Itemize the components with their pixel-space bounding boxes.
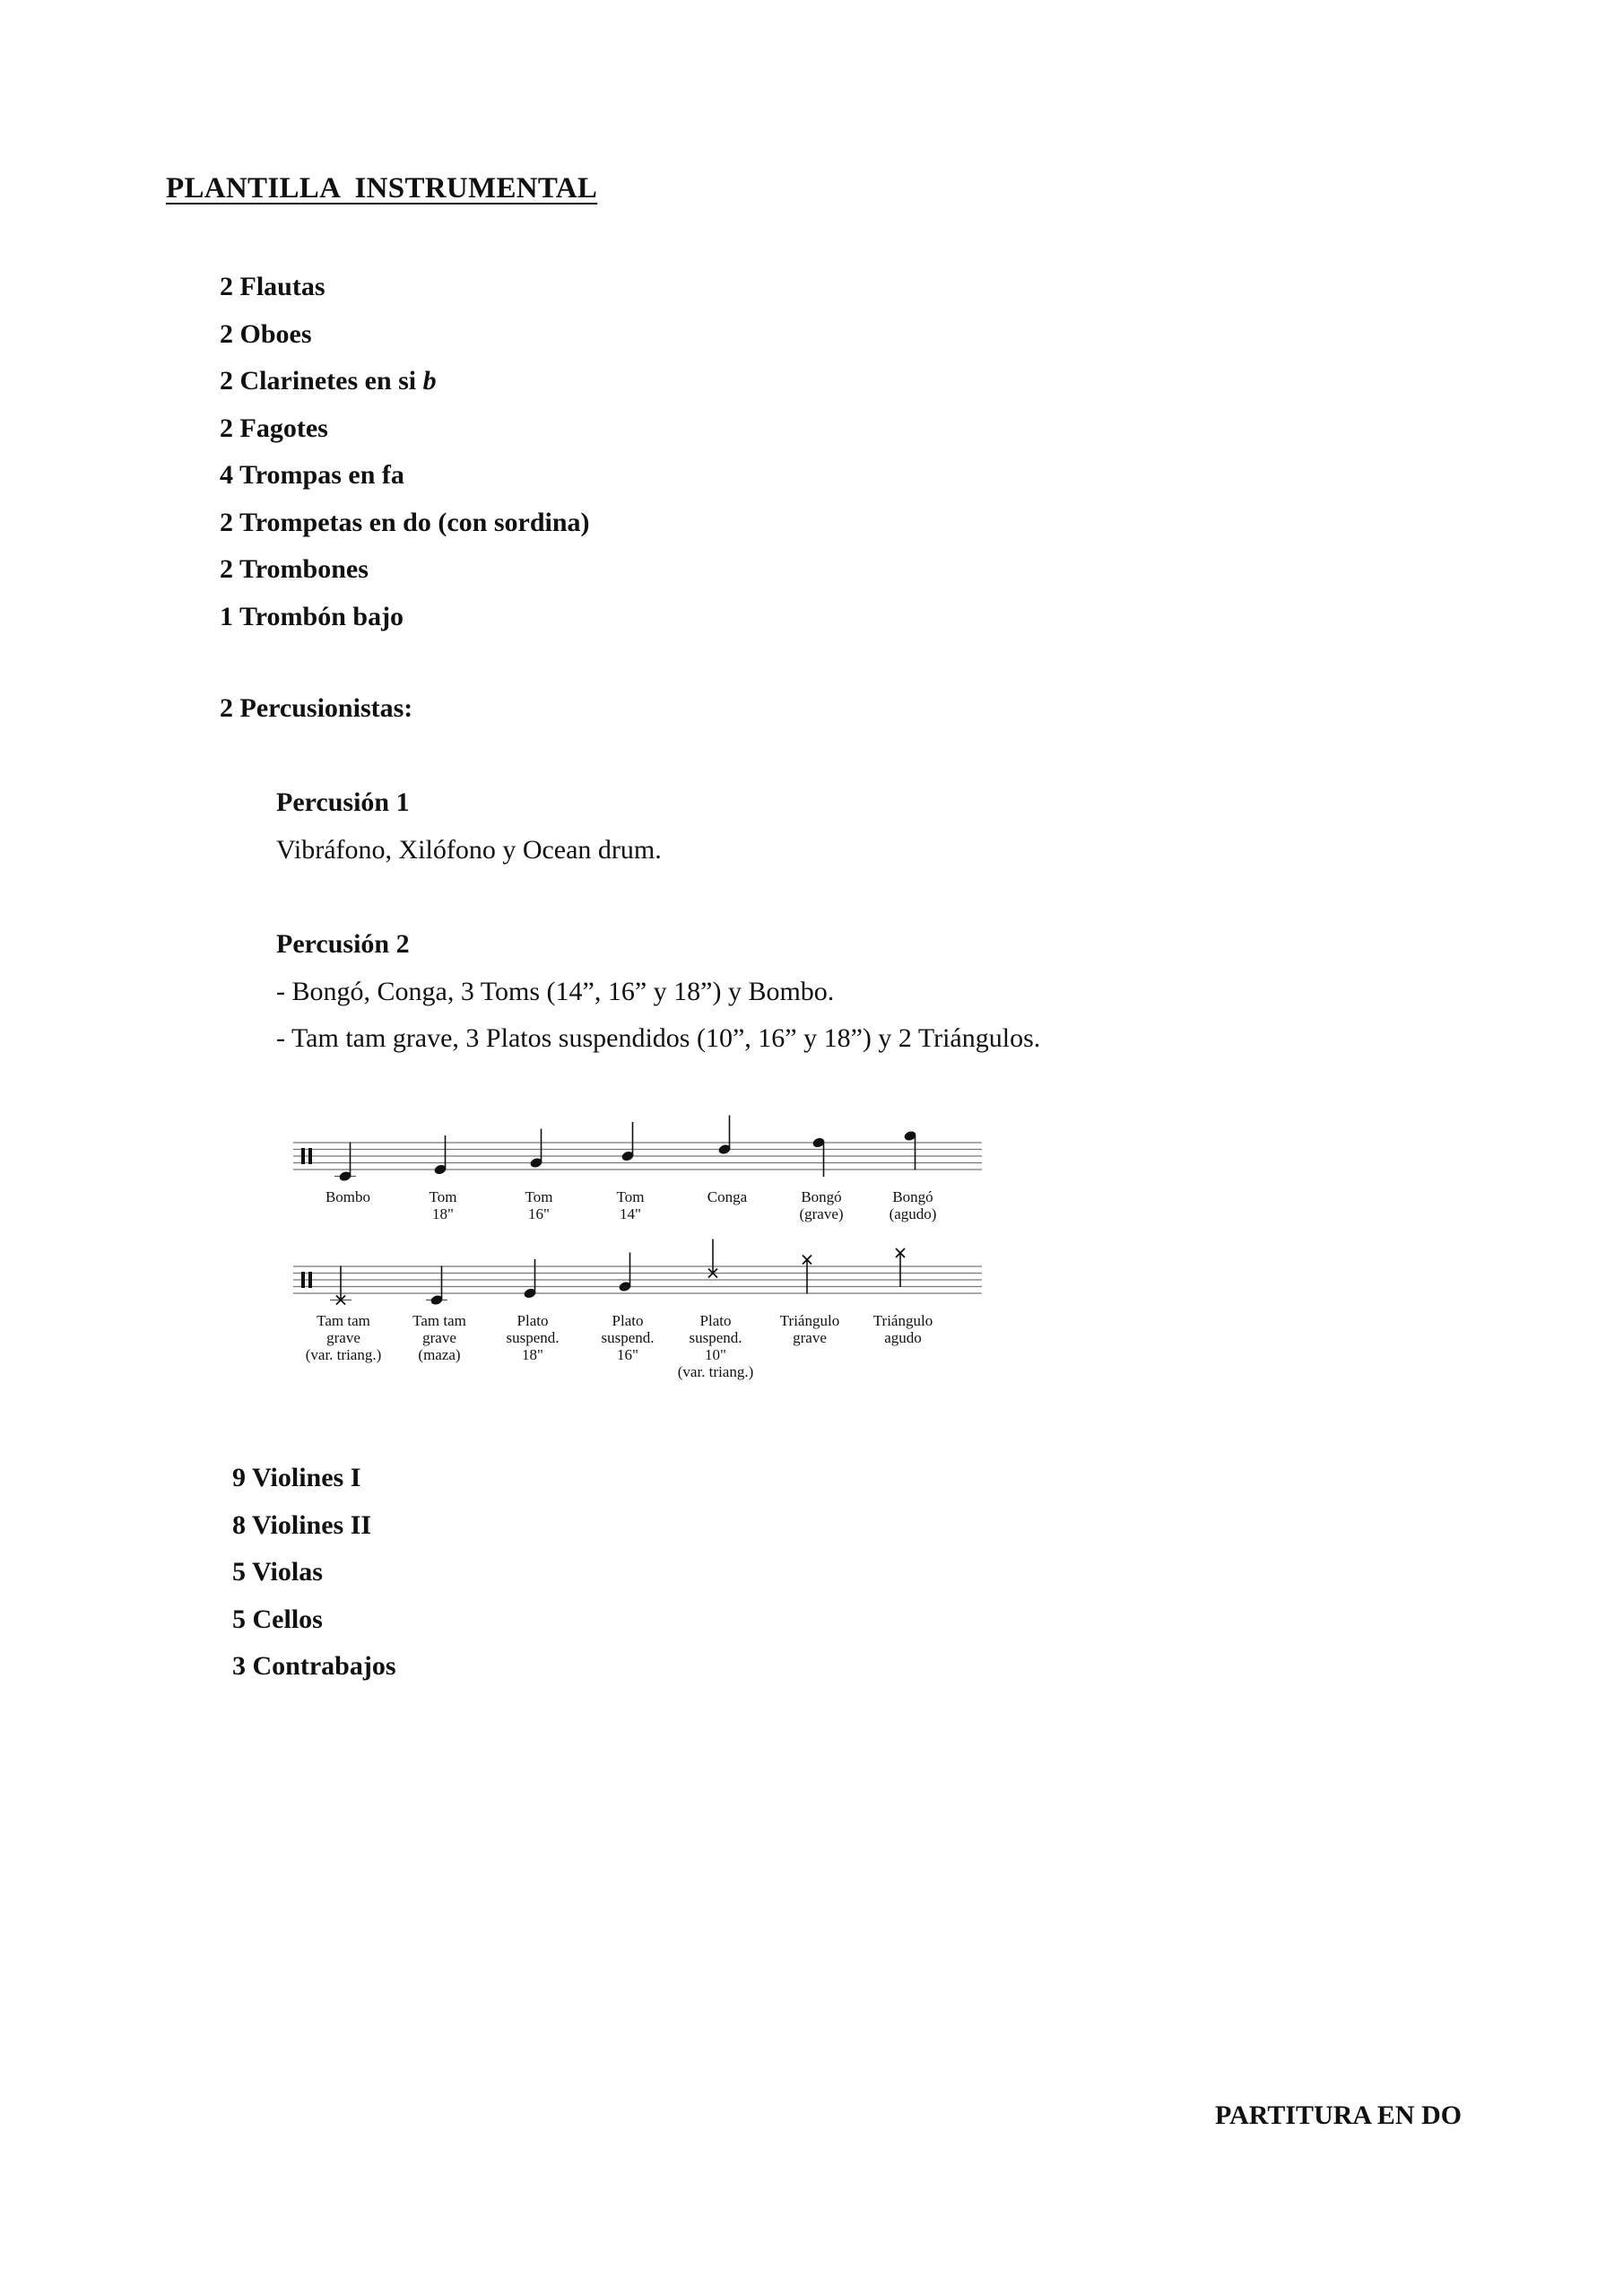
instrument-label: 16" [617,1346,638,1363]
instrument-label: Tom [525,1188,553,1205]
instrument-label: 18" [432,1205,454,1222]
note-head [430,1294,443,1306]
instrument-label: Bombo [325,1188,371,1205]
note-head [338,1170,352,1182]
note-head [433,1163,447,1175]
page-title: PLANTILLA INSTRUMENTAL [166,172,598,204]
instrument-label: Plato [699,1312,732,1329]
instrument-label: 18" [522,1346,543,1363]
strings-item: 8 Violines II [232,1509,372,1540]
note-x-head [896,1248,905,1257]
note-x-head [708,1269,717,1278]
strings-item: 5 Violas [232,1557,323,1587]
instrument-label: suspend. [601,1329,655,1346]
instrument-label: Tom [429,1188,457,1205]
instrument-label: Bongó [801,1188,842,1205]
percussion-clef [301,1148,305,1164]
instrument-label: (agudo) [889,1205,937,1222]
instrument-label: Plato [612,1312,644,1329]
instrument-label: Triángulo [872,1312,933,1329]
strings-item: 9 Violines I [232,1463,361,1492]
instrument-label: 14" [620,1205,641,1222]
instrument-label: Tam tam [317,1312,370,1329]
instrument-label: suspend. [689,1329,742,1346]
instrument-label: grave [793,1329,827,1346]
note-head [618,1281,631,1292]
winds-item: 2 Clarinetes en si b [220,366,437,396]
winds-list [220,264,590,640]
note-head [529,1157,542,1169]
instrument-label: agudo [884,1329,922,1346]
instrument-label: (var. triang.) [305,1346,382,1363]
instrument-label: 10" [705,1346,726,1363]
note-head [717,1144,731,1155]
instrument-label: Tom [616,1188,645,1205]
instrument-label: grave [422,1329,456,1346]
instrument-label: (var. triang.) [677,1363,754,1380]
staff-1 [293,1116,982,1223]
winds-item: 4 Trompas en fa [220,460,404,490]
percussion-1-heading: Percusión 1 [276,787,410,817]
note-x-head [803,1256,812,1265]
note-head [621,1150,634,1161]
percussion-1-instruments: Vibráfono, Xilófono y Ocean drum. [276,835,662,865]
footer-note: PARTITURA EN DO [1215,2100,1462,2130]
strings-item: 3 Contrabajos [232,1651,396,1681]
percussion-clef [301,1272,305,1288]
instrument-label: Plato [516,1312,549,1329]
staff-2 [293,1239,982,1381]
percussionists-heading: 2 Percusionistas: [220,693,413,723]
percussion-2-line-2: - Tam tam grave, 3 Platos suspendidos (10”, 16” y 18”) y 2 Triángulos. [276,1023,1041,1053]
winds-item: 2 Trombones [220,554,369,584]
note-x-head [708,1269,717,1278]
instrument-label: suspend. [506,1329,560,1346]
note-head [812,1136,825,1148]
instrument-label: Bongó [892,1188,933,1205]
winds-item: 2 Trompetas en do (con sordina) [220,507,590,537]
instrument-label: (maza) [418,1346,461,1363]
note-x-head [336,1296,345,1305]
percussion-clef [308,1148,312,1164]
winds-item: 2 Oboes [220,318,312,349]
instrument-label: grave [326,1329,360,1346]
instrument-label: Tam tam [412,1312,466,1329]
winds-item: 2 Fagotes [220,413,328,443]
percussion-2-line-1: - Bongó, Conga, 3 Toms (14”, 16” y 18”) y Bombo. [276,977,835,1006]
note-head [903,1130,916,1142]
percussion-2-heading: Percusión 2 [276,929,410,959]
winds-item: 2 Flautas [220,272,325,301]
instrument-label: (grave) [799,1205,844,1222]
winds-item: 1 Trombón bajo [220,601,404,631]
note-x-head [896,1248,905,1257]
note-head [523,1287,536,1299]
instrument-label: Conga [707,1188,748,1205]
strings-list [232,1455,396,1691]
percussion-clef [308,1272,312,1288]
strings-item: 5 Cellos [232,1604,323,1634]
note-x-head [336,1296,345,1305]
note-x-head [803,1256,812,1265]
instrument-label: Triángulo [779,1312,840,1329]
instrument-label: 16" [528,1205,550,1222]
